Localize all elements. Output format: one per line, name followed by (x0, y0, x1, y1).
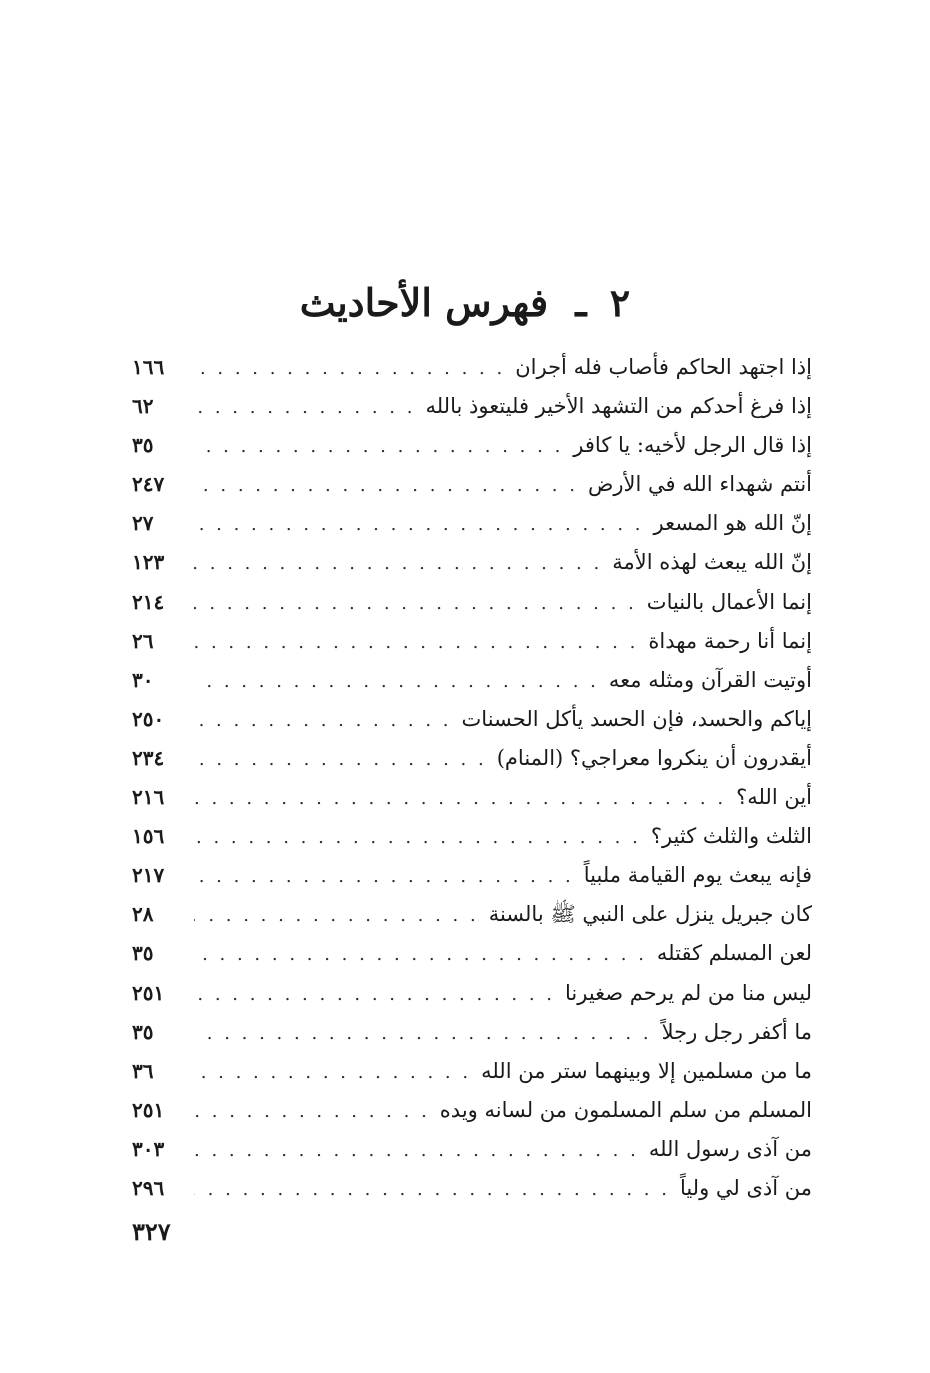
leader-dots (194, 935, 647, 974)
entry-page: ٣٠ (132, 667, 154, 692)
entry-page: ٣٠٣ (132, 1136, 165, 1161)
leader-dots (194, 818, 641, 857)
index-entry (132, 465, 812, 504)
leader-dots (194, 427, 563, 466)
entry-page: ٢٩٦ (132, 1175, 165, 1200)
section-dash: ـ (575, 280, 587, 325)
index-entry (132, 543, 812, 582)
entry-page: ٢٣٤ (132, 745, 165, 770)
entry-text: ما أكفر رجل رجلاً (661, 1019, 812, 1044)
entry-page: ٣٥ (132, 941, 154, 966)
entry-page: ١٦٦ (132, 355, 165, 379)
section-heading (0, 278, 930, 328)
entry-page: ١٢٣ (132, 550, 165, 575)
leader-dots (194, 662, 599, 701)
entry-text: أنتم شهداء الله في الأرض (587, 472, 812, 497)
hadith-index-list (132, 348, 812, 1208)
entry-text: الثلث والثلث كثير؟ (650, 824, 812, 849)
leader-dots (194, 975, 555, 1014)
index-entry (132, 700, 812, 739)
index-entry (132, 778, 812, 817)
index-entry (132, 1052, 812, 1091)
index-entry (132, 856, 812, 895)
index-entry (132, 1013, 812, 1052)
entry-text: أين الله؟ (736, 785, 812, 810)
entry-text: إياكم والحسد، فإن الحسد يأكل الحسنات (461, 706, 812, 731)
leader-dots (194, 623, 638, 662)
leader-dots (194, 740, 487, 779)
entry-text: ما من مسلمين إلا وبينهما ستر من الله (481, 1058, 812, 1083)
entry-page: ٢١٤ (132, 589, 165, 614)
entry-page: ٢٥٠ (132, 706, 165, 731)
index-entry (132, 622, 812, 661)
leader-dots (194, 466, 578, 505)
leader-dots (194, 1053, 471, 1092)
entry-page: ٢١٧ (132, 863, 165, 888)
leader-dots (194, 388, 415, 427)
leader-dots (194, 505, 644, 544)
leader-dots (194, 701, 452, 740)
entry-page: ١٥٦ (132, 824, 165, 849)
index-entry (132, 387, 812, 426)
entry-page: ٢٦ (132, 628, 154, 653)
entry-text: إذا اجتهد الحاكم فأصاب فله أجران (515, 355, 812, 379)
entry-text: أيقدرون أن ينكروا معراجي؟ (المنام) (496, 745, 812, 770)
index-entry (132, 504, 812, 543)
entry-text: أوتيت القرآن ومثله معه (608, 667, 812, 692)
index-entry (132, 895, 812, 934)
entry-text: من آذى رسول الله (648, 1136, 812, 1161)
entry-text: إنما الأعمال بالنيات (646, 589, 812, 614)
index-entry (132, 1169, 812, 1208)
entry-page: ٢٥١ (132, 1097, 165, 1122)
entry-text: المسلم من سلم المسلمون من لسانه ويده (439, 1097, 812, 1122)
leader-dots (194, 1170, 670, 1209)
entry-text: إنّ الله يبعث لهذه الأمة (612, 550, 812, 575)
leader-dots (194, 1092, 430, 1131)
index-entry (132, 661, 812, 700)
index-entry (132, 1091, 812, 1130)
entry-page: ٦٢ (132, 394, 154, 419)
leader-dots (194, 1131, 639, 1170)
index-entry (132, 583, 812, 622)
leader-dots (194, 544, 602, 583)
entry-text: من آذى لي ولياً (679, 1175, 812, 1200)
entry-page: ٢١٦ (132, 785, 165, 810)
entry-text: لعن المسلم كقتله (656, 941, 812, 966)
index-entry (132, 348, 812, 387)
entry-page: ٢٤٧ (132, 472, 165, 497)
index-entry (132, 739, 812, 778)
entry-text: إذا فرغ أحدكم من التشهد الأخير فليتعوذ بالله (425, 394, 812, 419)
page-number: ٣٢٧ (132, 1217, 171, 1246)
leader-dots (194, 584, 637, 623)
index-entry (132, 974, 812, 1013)
leader-dots (194, 857, 574, 896)
entry-page: ٣٥ (132, 433, 154, 458)
index-entry (132, 426, 812, 465)
entry-page: ٣٥ (132, 1019, 154, 1044)
index-entry (132, 817, 812, 856)
entry-text: إذا قال الرجل لأخيه: يا كافر (573, 433, 812, 458)
entry-text: كان جبريل ينزل على النبي ﷺ بالسنة (488, 902, 812, 927)
entry-page: ٢٧ (132, 511, 154, 536)
entry-page: ٢٥١ (132, 980, 165, 1005)
leader-dots (194, 896, 479, 935)
entry-text: فإنه يبعث يوم القيامة ملبياً (583, 863, 812, 888)
section-number: ٢ (609, 280, 631, 325)
section-title: فهرس الأحاديث (299, 280, 549, 325)
entry-page: ٣٦ (132, 1058, 154, 1083)
index-entry (132, 1130, 812, 1169)
entry-text: إنما أنا رحمة مهداة (648, 628, 812, 653)
leader-dots (194, 349, 505, 388)
entry-page: ٢٨ (132, 902, 154, 927)
entry-text: ليس منا من لم يرحم صغيرنا (565, 980, 812, 1005)
index-entry (132, 934, 812, 973)
leader-dots (194, 779, 726, 818)
entry-text: إنّ الله هو المسعر (653, 511, 812, 536)
leader-dots (194, 1014, 652, 1053)
